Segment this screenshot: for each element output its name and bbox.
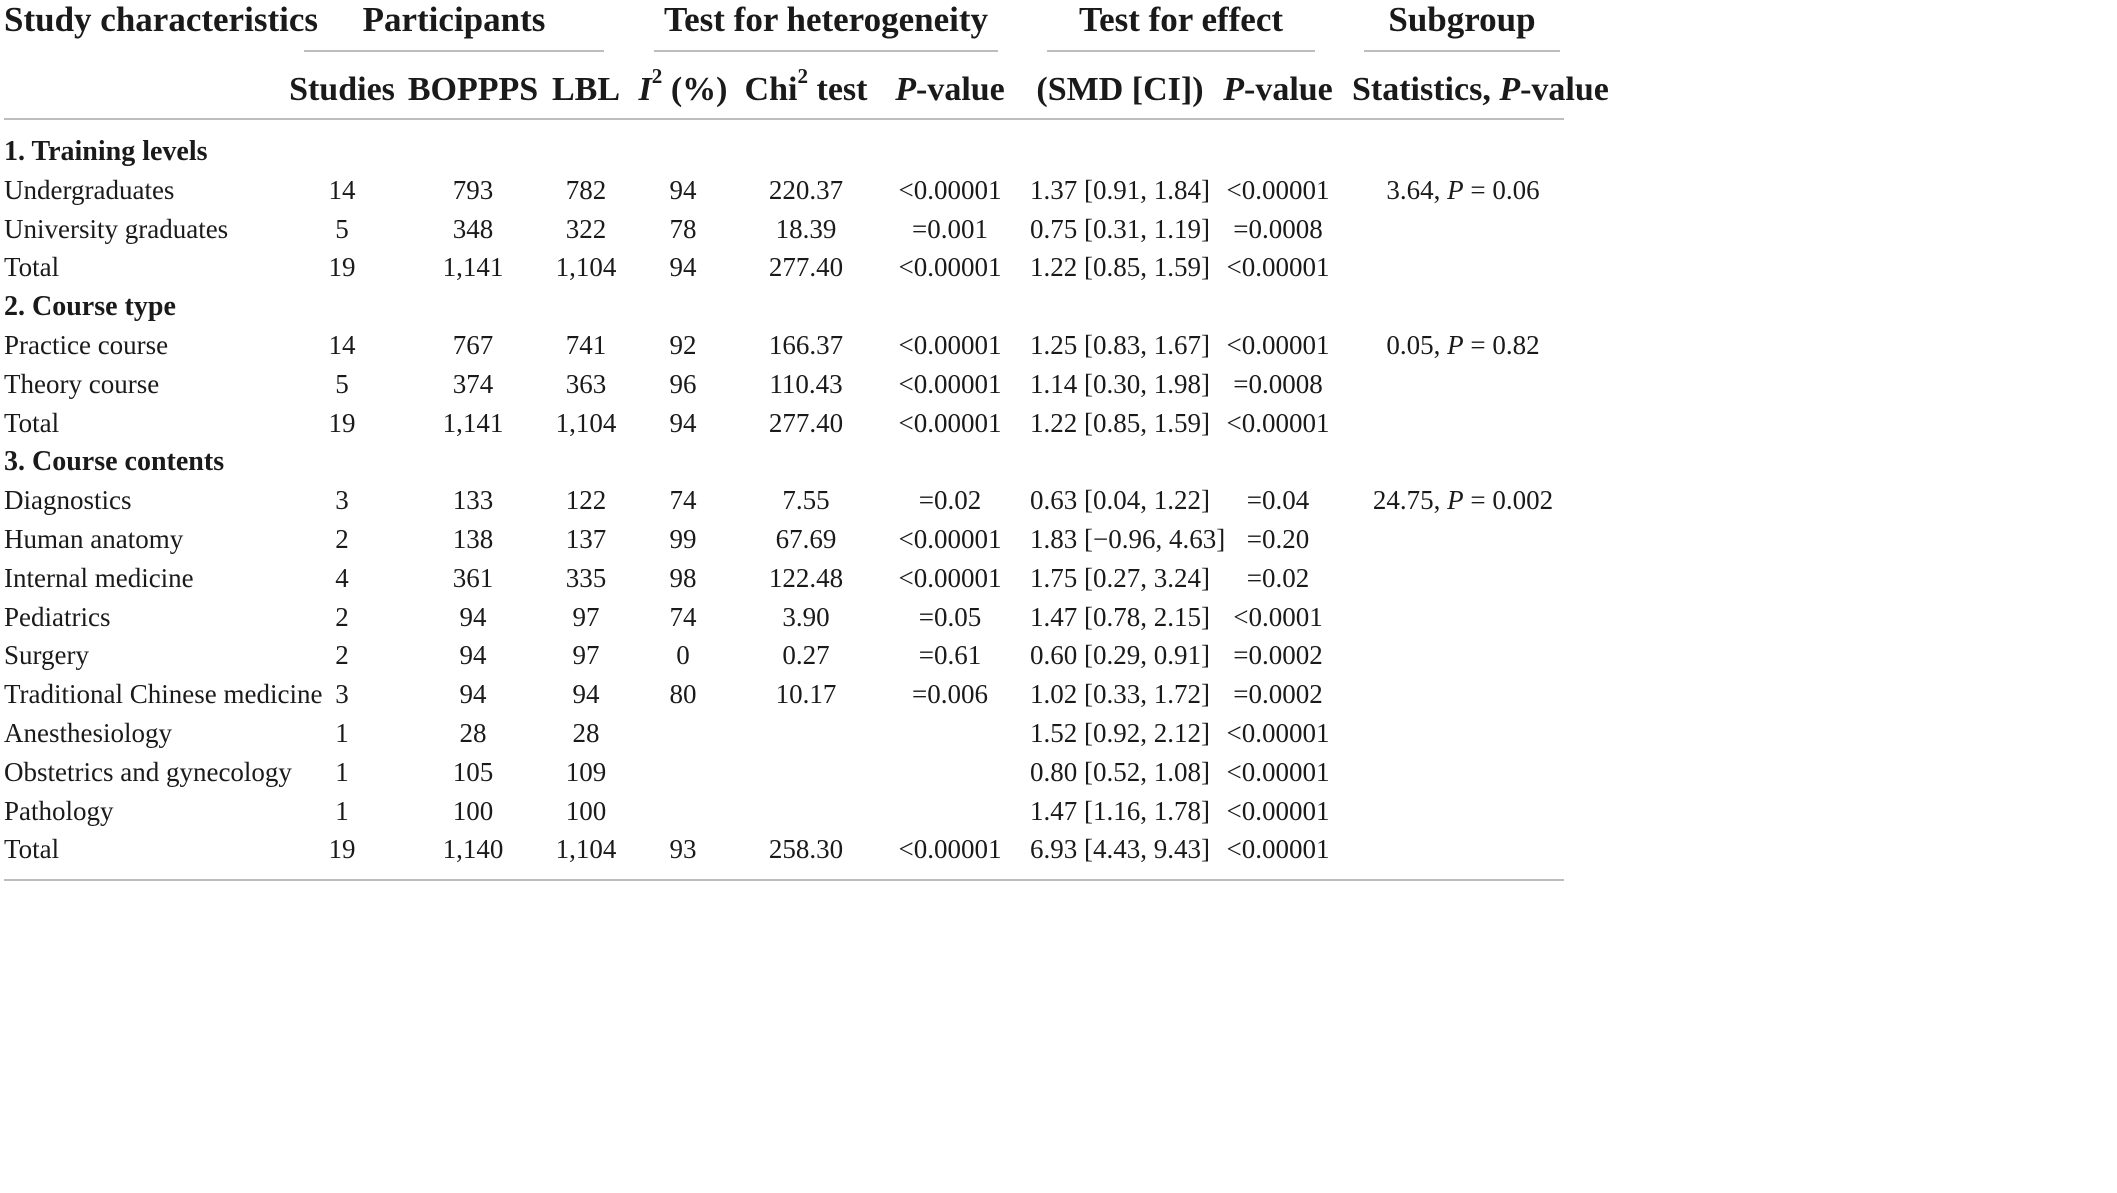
row-label: Human anatomy bbox=[4, 524, 184, 554]
cell-chi2: 18.39 bbox=[775, 214, 837, 244]
cell-boppps: 105 bbox=[452, 757, 494, 787]
header-study-characteristics: Study characteristics bbox=[4, 0, 318, 39]
subheader-lbl: LBL bbox=[551, 71, 621, 108]
cell-p-effect: <0.00001 bbox=[1226, 252, 1330, 282]
cell-i2: 92 bbox=[669, 330, 697, 360]
cell-chi2: 277.40 bbox=[768, 252, 844, 282]
cell-p-effect: =0.02 bbox=[1246, 563, 1310, 593]
cell-p-heterogeneity: <0.00001 bbox=[898, 408, 1002, 438]
cell-p-heterogeneity: <0.00001 bbox=[898, 330, 1002, 360]
cell-boppps: 374 bbox=[452, 369, 494, 399]
cell-lbl: 741 bbox=[565, 330, 607, 360]
cell-i2: 94 bbox=[669, 175, 697, 205]
cell-smd-ci: 0.63 [0.04, 1.22] bbox=[1030, 485, 1210, 515]
cell-boppps: 100 bbox=[452, 796, 494, 826]
cell-p-effect: <0.00001 bbox=[1226, 330, 1330, 360]
cell-p-effect: =0.20 bbox=[1246, 524, 1310, 554]
cell-studies: 1 bbox=[335, 757, 349, 787]
cell-i2: 94 bbox=[669, 408, 697, 438]
cell-i2: 93 bbox=[669, 834, 697, 864]
cell-smd-ci: 1.25 [0.83, 1.67] bbox=[1030, 330, 1210, 360]
header-effect: Test for effect bbox=[1078, 0, 1284, 39]
subheader-chi2: Chi$^2$ test bbox=[744, 64, 868, 108]
cell-studies: 1 bbox=[335, 718, 349, 748]
row-label: Traditional Chinese medicine bbox=[4, 679, 323, 709]
cell-p-heterogeneity: <0.00001 bbox=[898, 252, 1002, 282]
cell-i2: 74 bbox=[669, 485, 697, 515]
heterogeneity-rule bbox=[654, 50, 998, 52]
cell-i2: 74 bbox=[669, 602, 697, 632]
cell-p-heterogeneity: =0.001 bbox=[912, 214, 988, 244]
cell-chi2: 166.37 bbox=[768, 330, 844, 360]
cell-smd-ci: 1.22 [0.85, 1.59] bbox=[1030, 252, 1210, 282]
header-subgroup: Subgroup bbox=[1388, 0, 1536, 39]
participants-rule bbox=[304, 50, 604, 52]
row-label: University graduates bbox=[4, 214, 229, 244]
subgroup-rule bbox=[1364, 50, 1560, 52]
cell-i2: 0 bbox=[676, 640, 690, 670]
cell-p-effect: <0.00001 bbox=[1226, 718, 1330, 748]
row-label: Obstetrics and gynecology bbox=[4, 757, 292, 787]
table-bottom-rule bbox=[4, 879, 1564, 881]
row-label: Anesthesiology bbox=[4, 718, 172, 748]
cell-lbl: 137 bbox=[565, 524, 607, 554]
cell-chi2: 3.90 bbox=[782, 602, 830, 632]
cell-p-heterogeneity: <0.00001 bbox=[898, 563, 1002, 593]
cell-i2: 98 bbox=[669, 563, 697, 593]
cell-p-effect: <0.00001 bbox=[1226, 175, 1330, 205]
cell-studies: 3 bbox=[335, 485, 349, 515]
subheader-pvalue-eff: P-value bbox=[1223, 71, 1333, 108]
subheader-smd: (SMD [CI]) bbox=[1036, 71, 1204, 108]
cell-smd-ci: 1.83 [−0.96, 4.63] bbox=[1030, 524, 1226, 554]
row-label: Surgery bbox=[4, 640, 89, 670]
cell-boppps: 94 bbox=[459, 602, 487, 632]
cell-smd-ci: 1.52 [0.92, 2.12] bbox=[1030, 718, 1210, 748]
cell-smd-ci: 6.93 [4.43, 9.43] bbox=[1030, 834, 1210, 864]
cell-boppps: 1,141 bbox=[442, 408, 504, 438]
cell-chi2: 7.55 bbox=[782, 485, 830, 515]
cell-smd-ci: 1.47 [1.16, 1.78] bbox=[1030, 796, 1210, 826]
cell-studies: 2 bbox=[335, 524, 349, 554]
cell-p-heterogeneity: <0.00001 bbox=[898, 175, 1002, 205]
row-label: Internal medicine bbox=[4, 563, 194, 593]
cell-smd-ci: 0.60 [0.29, 0.91] bbox=[1030, 640, 1210, 670]
cell-p-heterogeneity: =0.05 bbox=[918, 602, 982, 632]
section-label: 2. Course type bbox=[4, 291, 176, 322]
cell-smd-ci: 1.14 [0.30, 1.98] bbox=[1030, 369, 1210, 399]
cell-smd-ci: 1.47 [0.78, 2.15] bbox=[1030, 602, 1210, 632]
cell-boppps: 767 bbox=[452, 330, 494, 360]
cell-smd-ci: 0.80 [0.52, 1.08] bbox=[1030, 757, 1210, 787]
cell-smd-ci: 1.22 [0.85, 1.59] bbox=[1030, 408, 1210, 438]
cell-p-heterogeneity: <0.00001 bbox=[898, 834, 1002, 864]
cell-lbl: 322 bbox=[565, 214, 607, 244]
cell-boppps: 348 bbox=[452, 214, 494, 244]
row-label: Total bbox=[4, 408, 60, 438]
cell-boppps: 94 bbox=[459, 679, 487, 709]
cell-studies: 19 bbox=[328, 252, 356, 282]
row-label: Practice course bbox=[4, 330, 169, 360]
cell-lbl: 28 bbox=[572, 718, 600, 748]
cell-chi2: 0.27 bbox=[782, 640, 830, 670]
cell-boppps: 793 bbox=[452, 175, 494, 205]
cell-p-effect: =0.0008 bbox=[1233, 214, 1323, 244]
cell-p-heterogeneity: <0.00001 bbox=[898, 369, 1002, 399]
cell-p-heterogeneity: =0.006 bbox=[912, 679, 988, 709]
cell-boppps: 1,141 bbox=[442, 252, 504, 282]
cell-studies: 19 bbox=[328, 408, 356, 438]
header-heterogeneity: Test for heterogeneity bbox=[663, 0, 988, 39]
cell-studies: 1 bbox=[335, 796, 349, 826]
cell-lbl: 94 bbox=[572, 679, 600, 709]
cell-p-heterogeneity: <0.00001 bbox=[898, 524, 1002, 554]
cell-lbl: 97 bbox=[572, 640, 600, 670]
cell-smd-ci: 1.37 [0.91, 1.84] bbox=[1030, 175, 1210, 205]
cell-studies: 14 bbox=[328, 175, 356, 205]
cell-boppps: 94 bbox=[459, 640, 487, 670]
cell-p-effect: =0.04 bbox=[1246, 485, 1310, 515]
row-label: Total bbox=[4, 834, 60, 864]
row-label: Pathology bbox=[4, 796, 114, 826]
cell-p-heterogeneity: =0.02 bbox=[918, 485, 982, 515]
cell-lbl: 1,104 bbox=[555, 834, 617, 864]
cell-boppps: 361 bbox=[452, 563, 494, 593]
row-label: Pediatrics bbox=[4, 602, 111, 632]
cell-lbl: 782 bbox=[565, 175, 607, 205]
cell-i2: 78 bbox=[669, 214, 697, 244]
cell-p-effect: =0.0002 bbox=[1233, 679, 1323, 709]
cell-lbl: 97 bbox=[572, 602, 600, 632]
cell-chi2: 258.30 bbox=[768, 834, 844, 864]
subheader-studies: Studies bbox=[289, 71, 395, 108]
cell-lbl: 100 bbox=[565, 796, 607, 826]
cell-studies: 14 bbox=[328, 330, 356, 360]
row-label: Total bbox=[4, 252, 60, 282]
cell-chi2: 220.37 bbox=[768, 175, 844, 205]
cell-i2: 99 bbox=[669, 524, 697, 554]
cell-studies: 2 bbox=[335, 640, 349, 670]
cell-lbl: 109 bbox=[565, 757, 607, 787]
cell-p-heterogeneity: =0.61 bbox=[918, 640, 982, 670]
row-label: Undergraduates bbox=[4, 175, 175, 205]
subheader-boppps: BOPPPS bbox=[407, 71, 539, 108]
cell-studies: 19 bbox=[328, 834, 356, 864]
cell-subgroup-statistics: 24.75, P = 0.002 bbox=[1372, 485, 1554, 515]
cell-studies: 5 bbox=[335, 369, 349, 399]
cell-studies: 5 bbox=[335, 214, 349, 244]
cell-i2: 80 bbox=[669, 679, 697, 709]
subheader-i2: $I^2$ (%) bbox=[638, 64, 728, 108]
cell-smd-ci: 1.75 [0.27, 3.24] bbox=[1030, 563, 1210, 593]
cell-smd-ci: 0.75 [0.31, 1.19] bbox=[1030, 214, 1210, 244]
cell-p-effect: <0.00001 bbox=[1226, 408, 1330, 438]
cell-lbl: 1,104 bbox=[555, 408, 617, 438]
cell-subgroup-statistics: 3.64, P = 0.06 bbox=[1386, 175, 1540, 205]
subheader-pvalue-het: P-value bbox=[895, 71, 1005, 108]
cell-lbl: 335 bbox=[565, 563, 607, 593]
cell-p-effect: <0.0001 bbox=[1233, 602, 1323, 632]
cell-boppps: 133 bbox=[452, 485, 494, 515]
cell-lbl: 1,104 bbox=[555, 252, 617, 282]
cell-subgroup-statistics: 0.05, P = 0.82 bbox=[1386, 330, 1540, 360]
cell-chi2: 10.17 bbox=[775, 679, 837, 709]
cell-boppps: 138 bbox=[452, 524, 494, 554]
cell-lbl: 363 bbox=[565, 369, 607, 399]
cell-studies: 3 bbox=[335, 679, 349, 709]
row-label: Diagnostics bbox=[4, 485, 132, 515]
cell-lbl: 122 bbox=[565, 485, 607, 515]
row-label: Theory course bbox=[4, 369, 160, 399]
header-bottom-rule bbox=[4, 118, 1564, 120]
cell-studies: 4 bbox=[335, 563, 349, 593]
section-label: 1. Training levels bbox=[4, 136, 208, 167]
header-participants: Participants bbox=[362, 0, 546, 39]
cell-p-effect: <0.00001 bbox=[1226, 757, 1330, 787]
cell-p-effect: =0.0002 bbox=[1233, 640, 1323, 670]
cell-p-effect: =0.0008 bbox=[1233, 369, 1323, 399]
section-label: 3. Course contents bbox=[4, 446, 225, 477]
cell-p-effect: <0.00001 bbox=[1226, 796, 1330, 826]
cell-p-effect: <0.00001 bbox=[1226, 834, 1330, 864]
cell-chi2: 67.69 bbox=[775, 524, 837, 554]
cell-chi2: 122.48 bbox=[768, 563, 844, 593]
effect-rule bbox=[1047, 50, 1315, 52]
subheader-statistics: Statistics, P-value bbox=[1352, 71, 1609, 108]
cell-studies: 2 bbox=[335, 602, 349, 632]
cell-boppps: 1,140 bbox=[442, 834, 504, 864]
cell-boppps: 28 bbox=[459, 718, 487, 748]
cell-i2: 94 bbox=[669, 252, 697, 282]
cell-i2: 96 bbox=[669, 369, 697, 399]
cell-chi2: 110.43 bbox=[769, 369, 843, 399]
cell-chi2: 277.40 bbox=[768, 408, 844, 438]
cell-smd-ci: 1.02 [0.33, 1.72] bbox=[1030, 679, 1210, 709]
